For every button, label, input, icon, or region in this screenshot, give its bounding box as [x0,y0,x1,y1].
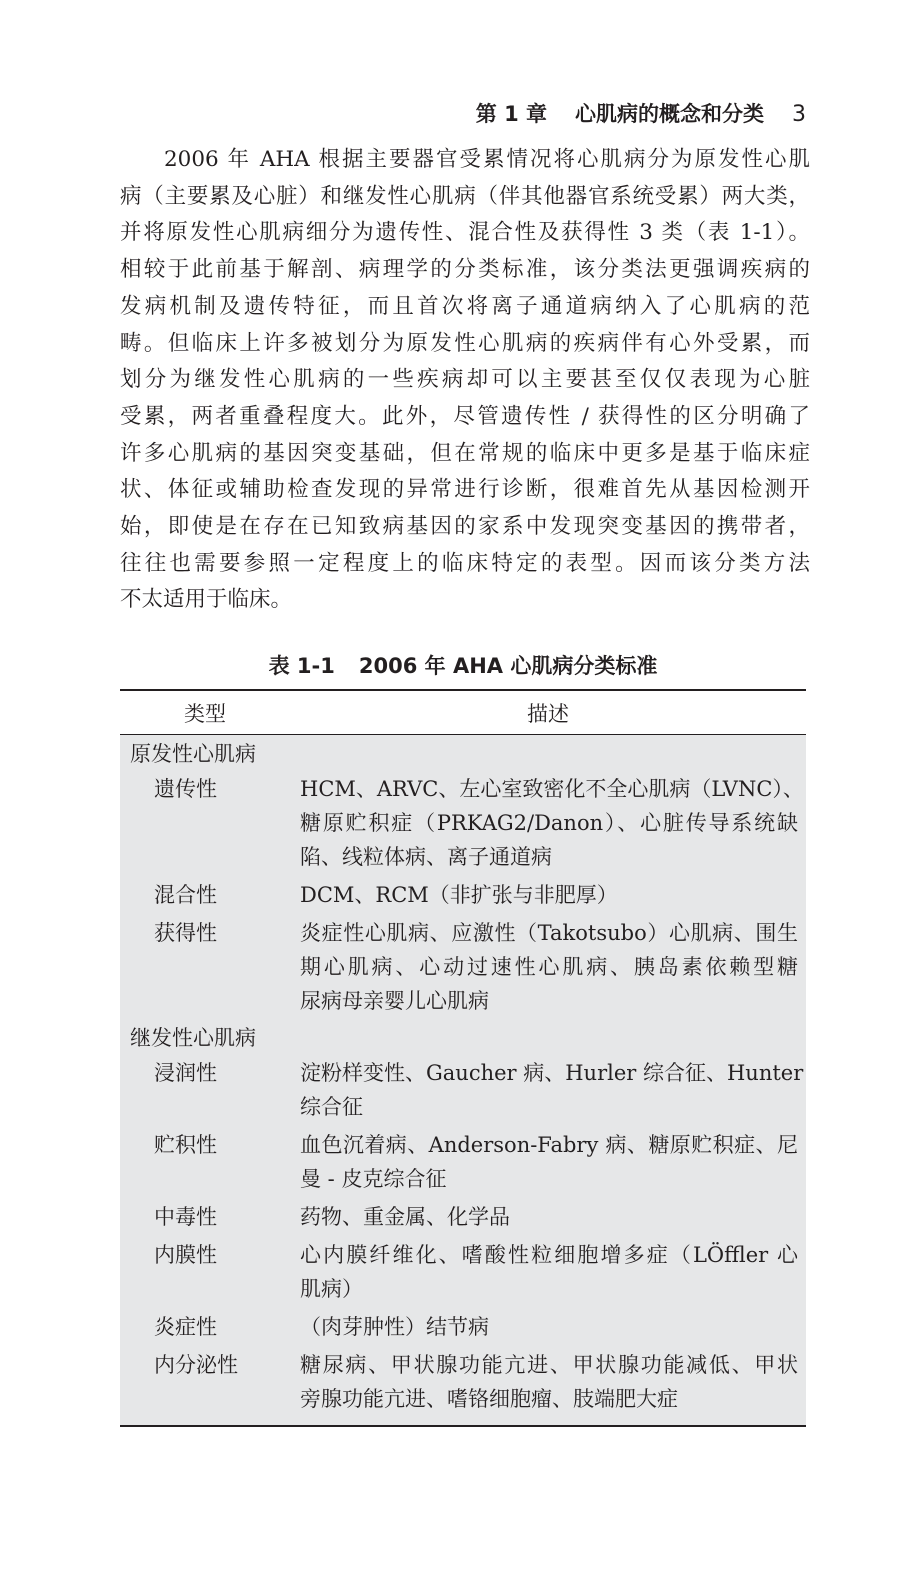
page-number: 3 [792,102,806,127]
paragraph-line: 2006 年 AHA 根据主要器官受累情况将心肌病分为原发性心肌 [164,147,810,172]
table-number: 表 1-1 [268,654,335,678]
description-line: 糖尿病、甲状腺功能亢进、甲状腺功能减低、甲状 [300,1353,798,1377]
row-description [300,1200,798,1234]
table-row [120,915,806,1021]
chapter-title: 心肌病的概念和分类 [575,102,764,126]
row-type: 炎症性 [154,1315,217,1339]
description-line: 尿病母亲婴儿心肌病 [300,989,489,1013]
table-row [120,1127,806,1199]
table-row [120,771,806,877]
description-line: 肌病） [300,1277,363,1301]
table-caption [120,650,806,680]
body-paragraph [120,142,810,619]
paragraph-line: 状、体征或辅助检查发现的异常进行诊断，很难首先从基因检测开 [120,477,810,503]
column-header-description: 描述 [527,701,569,726]
classification-table [120,689,806,1427]
table-row [120,877,806,915]
row-type: 混合性 [154,883,217,907]
row-type: 内膜性 [154,1243,217,1267]
description-line: DCM、RCM（非扩张与非肥厚） [300,883,618,907]
paragraph-line: 发病机制及遗传特征，而且首次将离子通道病纳入了心肌病的范 [120,293,810,319]
paragraph-line: 病（主要累及心脏）和继发性心肌病（伴其他器官系统受累）两大类， [120,183,810,209]
row-description [300,1310,798,1344]
row-description [300,1348,798,1416]
group-label-secondary: 继发性心肌病 [130,1026,256,1050]
running-header [0,98,806,128]
description-line: 炎症性心肌病、应激性（Takotsubo）心肌病、围生 [300,921,798,945]
chapter-number: 第 1 章 [475,102,547,126]
table-title: 2006 年 AHA 心肌病分类标准 [358,654,658,678]
table-header-row [120,691,806,735]
description-line: 药物、重金属、化学品 [300,1205,510,1229]
description-line: 期心肌病、心动过速性心肌病、胰岛素依赖型糖 [300,955,798,979]
description-line: 旁腺功能亢进、嗜铬细胞瘤、肢端肥大症 [300,1387,678,1411]
table-row [120,1237,806,1309]
description-line: （肉芽肿性）结节病 [300,1315,489,1339]
row-description [300,772,804,874]
description-line: 综合征 [300,1095,363,1119]
description-line: 淀粉样变性、Gaucher 病、Hurler 综合征、Hunter [300,1061,804,1085]
description-line: 糖原贮积症（PRKAG2/Danon）、心脏传导系统缺 [300,811,798,835]
description-line: HCM、ARVC、左心室致密化不全心肌病（LVNC）、 [300,777,804,801]
paragraph-line: 往往也需要参照一定程度上的临床特定的表型。因而该分类方法 [120,550,810,576]
table-row [120,1309,806,1347]
paragraph-line: 并将原发性心肌病细分为遗传性、混合性及获得性 3 类（表 1-1）。 [120,220,810,246]
description-line: 心内膜纤维化、嗜酸性粒细胞增多症（LÖffler 心 [300,1243,798,1267]
table-row [120,1347,806,1419]
description-line: 曼 - 皮克综合征 [300,1167,447,1191]
paragraph-line: 始，即使是在存在已知致病基因的家系中发现突变基因的携带者， [120,514,810,540]
table-row [120,1199,806,1237]
row-description [300,878,798,912]
paragraph-line: 受累，两者重叠程度大。此外，尽管遗传性 / 获得性的区分明确了 [120,403,810,429]
description-line: 血色沉着病、Anderson-Fabry 病、糖原贮积症、尼 [300,1133,798,1157]
row-type: 获得性 [154,921,217,945]
table-row [120,1055,806,1127]
row-type: 内分泌性 [154,1353,238,1377]
paragraph-line: 划分为继发性心肌病的一些疾病却可以主要甚至仅仅表现为心脏 [120,367,810,393]
description-line: 陷、线粒体病、离子通道病 [300,845,552,869]
paragraph-line: 相较于此前基于解剖、病理学的分类标准，该分类法更强调疾病的 [120,257,810,283]
paragraph-line: 不太适用于临床。 [120,587,293,613]
table-body [120,735,806,1425]
row-type: 中毒性 [154,1205,217,1229]
paragraph-line: 畴。但临床上许多被划分为原发性心肌病的疾病伴有心外受累，而 [120,330,810,356]
row-description [300,916,798,1018]
row-type: 贮积性 [154,1133,217,1157]
column-header-type: 类型 [184,701,226,726]
row-description [300,1128,798,1196]
row-type: 遗传性 [154,777,217,801]
paragraph-line: 许多心肌病的基因突变基础，但在常规的临床中更多是基于临床症 [120,440,810,466]
row-type: 浸润性 [154,1061,217,1085]
row-description [300,1238,798,1306]
group-label-primary: 原发性心肌病 [130,742,256,766]
row-description [300,1056,804,1124]
